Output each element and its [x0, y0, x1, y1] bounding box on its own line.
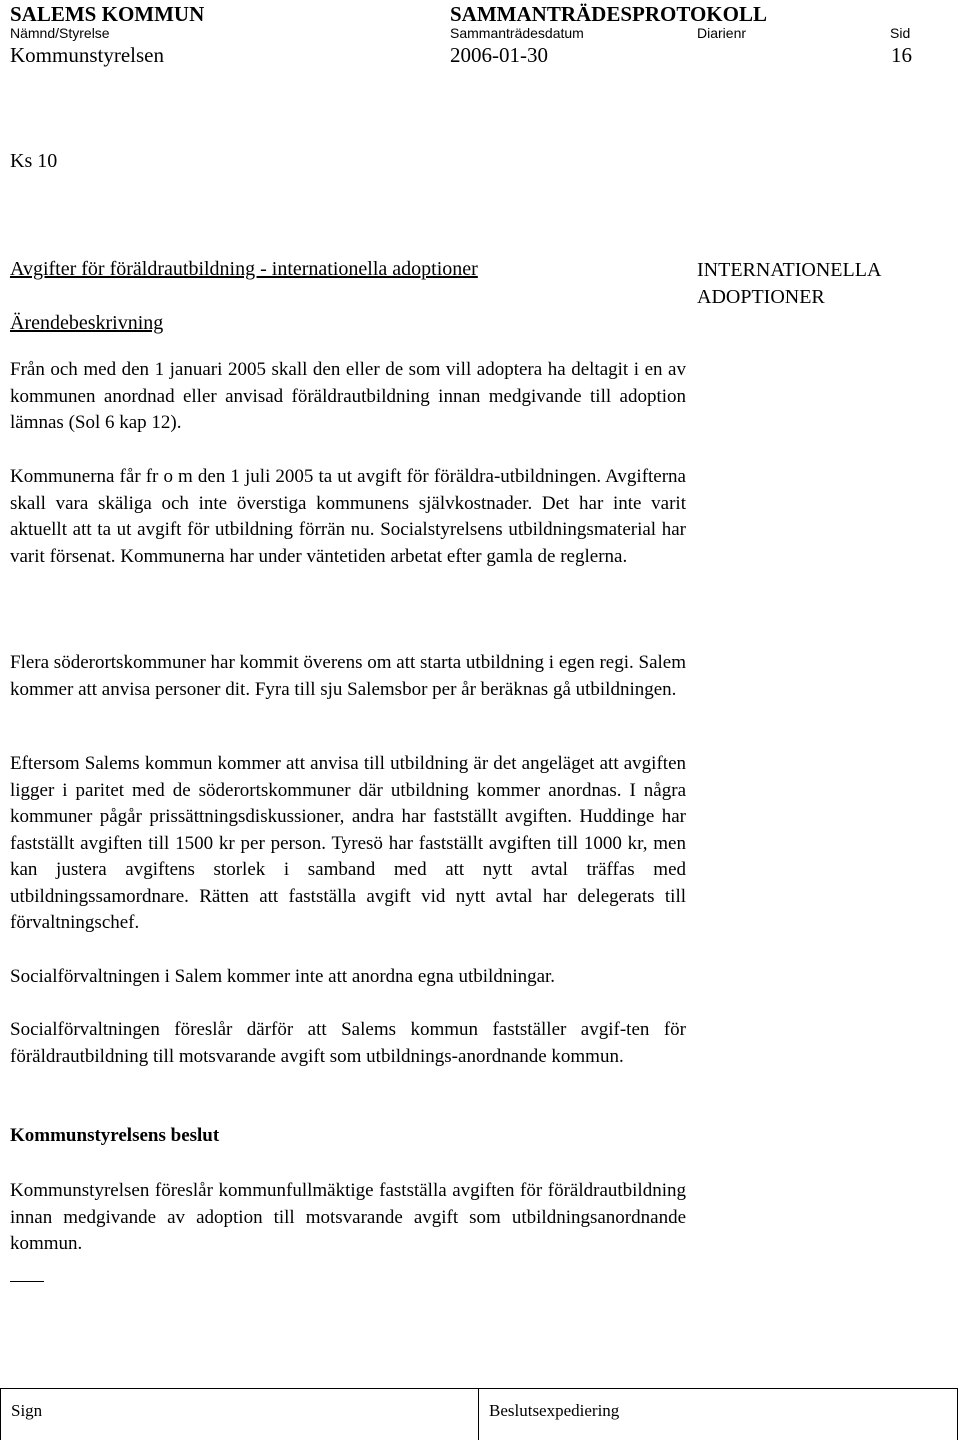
- paragraph-6: Socialförvaltningen föreslår därför att Salems kommun fastställer avgif-ten för föräldrautbildning till motsvarande avgift som utbildnings-anordnande kommun.: [10, 1019, 686, 1067]
- case-number: Ks 10: [10, 150, 58, 172]
- paragraph-5: Socialförvaltningen i Salem kommer inte att anordna egna utbildningar.: [10, 966, 556, 987]
- label-board: Nämnd/Styrelse: [10, 25, 110, 41]
- margin-note: [697, 257, 947, 311]
- paragraph-3: Flera söderortskommuner har kommit överens om att starta utbildning i egen regi. Salem kommer att anvisa personer dit. Fyra till sju Salemsbor per år beräknas gå utbildningen.: [10, 652, 686, 700]
- municipality-name: SALEMS KOMMUN: [10, 2, 205, 26]
- dispatch-label: Beslutsexpediering: [489, 1401, 620, 1420]
- paragraph-4: Eftersom Salems kommun kommer att anvisa till utbildning är det angeläget att avgiften ligger i paritet med de söderortskommuner där utbildning kommer anordnas. I några kommuner pågår prissättningsdiskussioner, andra har fastställt avgiften. Huddinge har fastställt avgiften till 1500 kr per person. Tyresö har fastställt avgiften till 1000 kr, men kan justera avgiftens storlek i samband med att nytt avtal träffas med utbildningssamordnare. Rätten att fastställa avgift vid nytt avtal har delegerats till förvaltningschef.: [10, 753, 686, 933]
- footer-table: [0, 1388, 958, 1440]
- page-number: 16: [891, 43, 912, 67]
- paragraph-1: Från och med den 1 januari 2005 skall den eller de som vill adoptera ha deltagit i en av kommunen anordnad eller anvisad föräldrautbildning innan medgivande till adoption lämnas (Sol 6 kap 12).: [10, 359, 686, 433]
- case-title: Avgifter för föräldrautbildning - internationella adoptioner: [10, 258, 478, 280]
- decision-heading: Kommunstyrelsens beslut: [10, 1125, 220, 1146]
- label-page: Sid: [890, 25, 911, 41]
- margin-note-line-2: ADOPTIONER: [697, 286, 825, 308]
- meeting-date: 2006-01-30: [450, 43, 548, 67]
- case-description-heading: Ärendebeskrivning: [10, 312, 164, 334]
- board-name: Kommunstyrelsen: [10, 43, 164, 67]
- paragraph-2: Kommunerna får fr o m den 1 juli 2005 ta ut avgift för föräldra-utbildningen. Avgifterna skall vara skäliga och inte överstiga kommunens självkostnader. Det har inte varit aktuellt att ta ut avgift för utbildning förrän nu. Socialstyrelsens utbildningsmaterial har varit försenat. Kommunerna har under väntetiden arbetat efter gamla de reglerna.: [10, 466, 686, 567]
- decision-text: Kommunstyrelsen föreslår kommunfullmäktige fastställa avgiften för föräldrautbildning innan medgivande av adoption till motsvarande avgift som utbildningsanordnande kommun.: [10, 1180, 686, 1254]
- label-meeting-date: Sammanträdesdatum: [450, 25, 584, 41]
- sign-label: Sign: [11, 1401, 43, 1420]
- end-rule: [10, 1281, 44, 1282]
- document-type: SAMMANTRÄDESPROTOKOLL: [450, 2, 767, 26]
- label-diary-number: Diarienr: [697, 25, 747, 41]
- margin-note-line-1: INTERNATIONELLA: [697, 259, 882, 281]
- footer-divider: [478, 1389, 479, 1440]
